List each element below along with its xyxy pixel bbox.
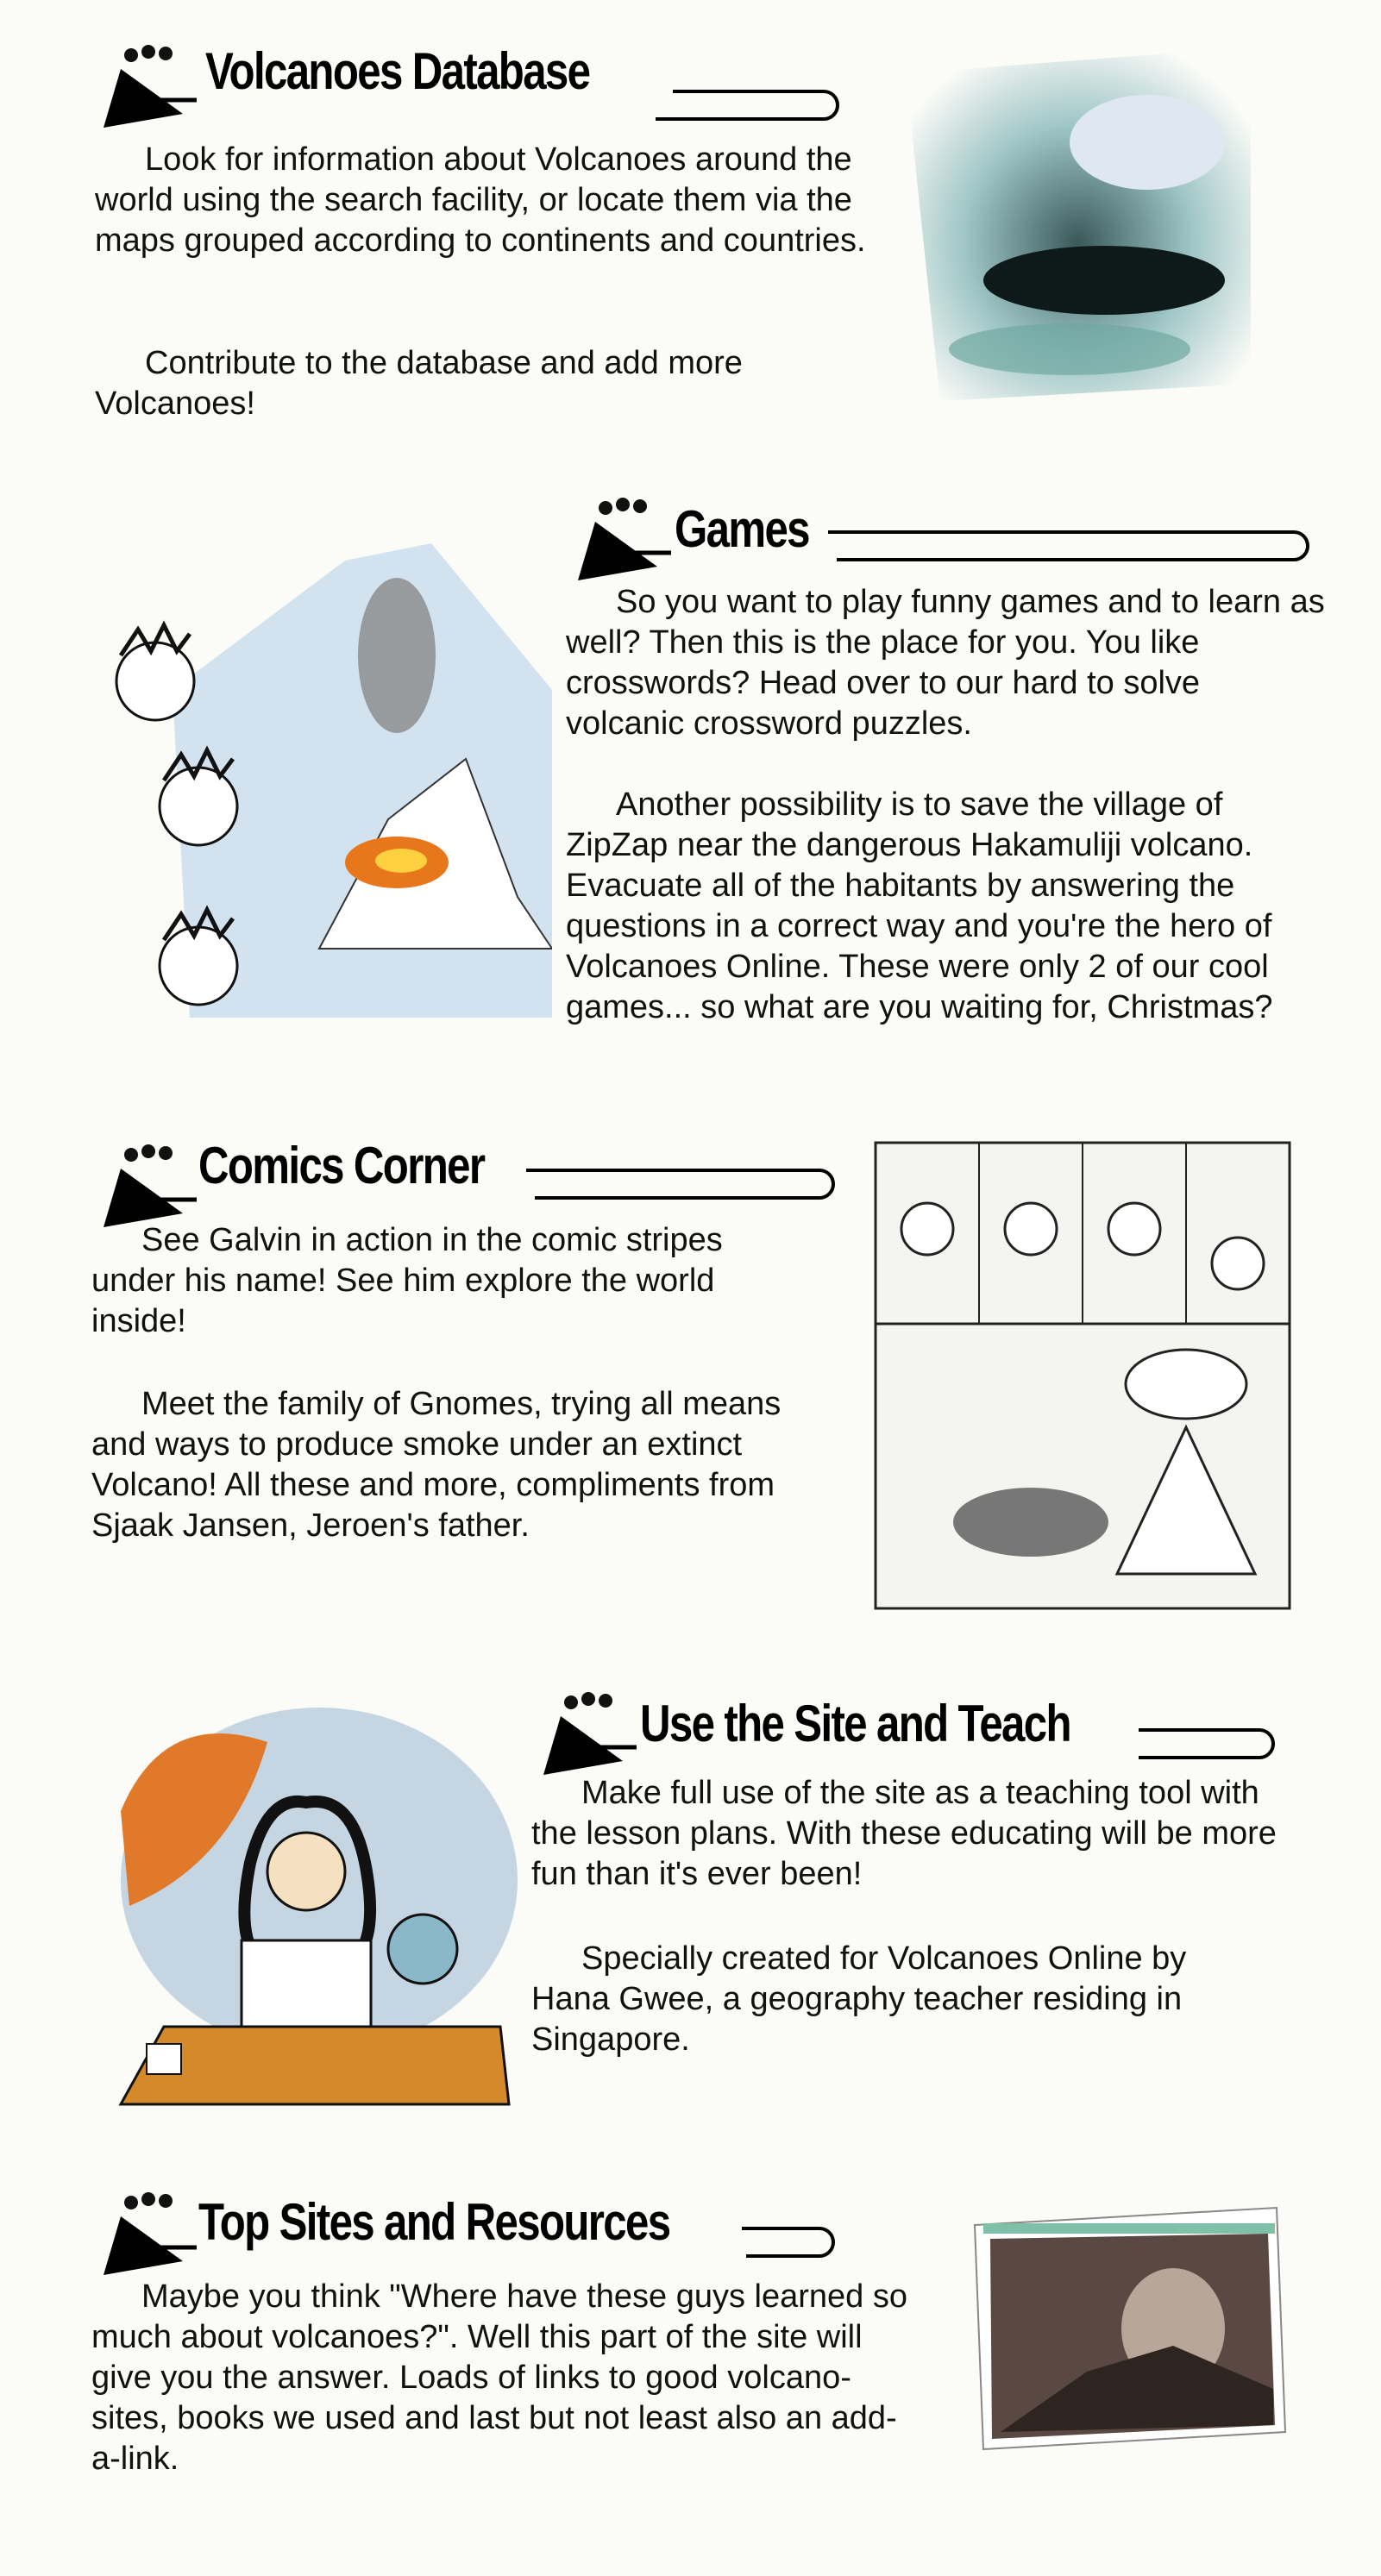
section-volcanoes-database — [95, 34, 880, 422]
section-paragraph: Meet the family of Gnomes, trying all means and ways to produce smoke under an extinct Volcano! All these and more, compliments from Sjaak Jansen, Jeroen's father. — [91, 1386, 782, 1544]
section-title: Use the Site and Teach — [640, 1695, 1070, 1752]
cartoon-faces-and-volcano — [104, 535, 552, 1044]
section-title: Top Sites and Resources — [198, 2193, 670, 2251]
volcano-eruption-photo-window — [966, 2199, 1294, 2458]
volcano-photo-screenshot — [888, 39, 1268, 410]
teacher-at-desk-illustration — [95, 1690, 518, 2130]
section-paragraph: Contribute to the database and add more Volcanoes! — [95, 345, 743, 422]
section-top-sites-and-resources — [91, 2182, 949, 2477]
section-header — [104, 34, 880, 114]
section-paragraph: Maybe you think "Where have these guys learned so much about volcanoes?". Well this part of the site will give you the answer. Loads of links to good volcano-sites, books we used and last but not least also an add-a-link. — [91, 2278, 907, 2477]
section-title: Volcanoes Database — [205, 42, 590, 100]
section-paragraph: Specially created for Volcanoes Online by Hana Gwee, a geography teacher residing in Singapore. — [531, 1940, 1187, 2058]
comic-strip — [858, 1125, 1298, 1626]
section-header — [543, 1682, 1320, 1761]
section-paragraph: Make full use of the site as a teaching tool with the lesson plans. With these educating will be more fun than it's ever been! — [531, 1775, 1277, 1892]
section-header — [104, 1134, 880, 1213]
section-games — [566, 487, 1354, 1025]
section-paragraph: See Galvin in action in the comic stripes under his name! See him explore the world inside! — [91, 1222, 723, 1339]
section-paragraph: Look for information about Volcanoes around the world using the search facility, or locate them via the maps grouped according to continents and countries. — [95, 141, 866, 259]
section-header — [578, 487, 1354, 567]
section-title: Games — [675, 500, 809, 558]
section-comics-corner — [91, 1134, 880, 1544]
section-title: Comics Corner — [198, 1137, 485, 1194]
section-use-the-site-and-teach — [531, 1682, 1320, 2058]
section-paragraph: Another possibility is to save the village of ZipZap near the dangerous Hakamuliji volcano. Evacuate all of the habitants by answering the questions in a correct way and you're the hero of Volcanoes Online. These were only 2 of our cool games... so what are you waiting for, Christmas? — [566, 787, 1273, 1025]
section-paragraph: So you want to play funny games and to learn as well? Then this is the place for you. You like crosswords? Head over to our hard to solve volcanic crossword puzzles. — [566, 584, 1325, 742]
section-header — [104, 2182, 949, 2261]
